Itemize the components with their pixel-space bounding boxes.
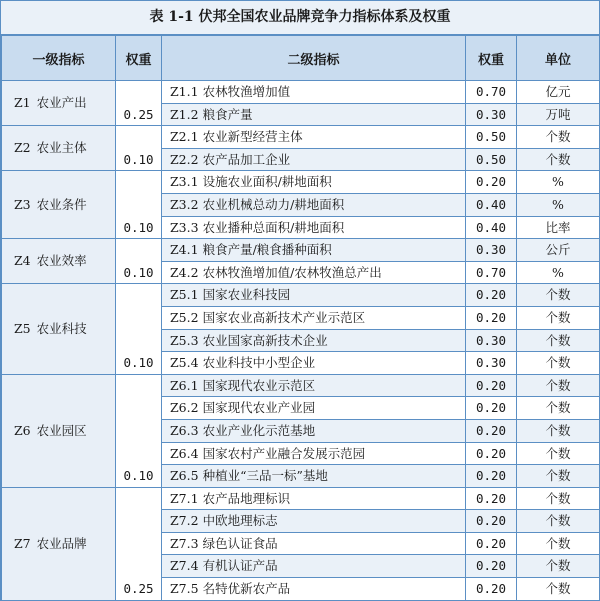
table-row (2, 284, 600, 307)
level2-weight: 0.20 (466, 306, 517, 329)
level1-name: 农业科技 (36, 321, 87, 337)
level1-name: 农业品牌 (36, 535, 87, 551)
unit-cell: 个数 (517, 510, 600, 533)
level1-code: Z5 (14, 321, 31, 337)
table-title: 表 1-1 伏邦全国农业品牌竞争力指标体系及权重 (1, 1, 599, 35)
level2-weight: 0.50 (466, 126, 517, 149)
level2-code: Z6.4 (170, 445, 199, 461)
unit-cell: 万吨 (517, 103, 600, 126)
level2-weight: 0.40 (466, 193, 517, 216)
level2-weight: 0.30 (466, 352, 517, 375)
unit-cell: % (517, 261, 600, 284)
unit-cell: 个数 (517, 284, 600, 307)
level1-name: 农业主体 (36, 140, 87, 156)
table-body (2, 81, 600, 601)
table-row (2, 487, 600, 510)
level2-name: 农业科技中小型企业 (202, 355, 316, 371)
level2-code: Z5.1 (170, 287, 199, 303)
level1-indicator-cell (2, 171, 116, 239)
level2-name: 国家农业高新技术产业示范区 (202, 309, 366, 325)
level2-indicator-cell (162, 148, 466, 171)
level2-indicator-cell (162, 103, 466, 126)
level2-name: 有机认证产品 (202, 558, 278, 574)
unit-cell: 个数 (517, 442, 600, 465)
level2-indicator-cell (162, 193, 466, 216)
unit-cell: 个数 (517, 465, 600, 488)
level2-name: 农产品加工企业 (202, 151, 291, 167)
level2-weight: 0.20 (466, 374, 517, 397)
header-row (2, 36, 600, 81)
level2-weight: 0.20 (466, 397, 517, 420)
level2-weight: 0.20 (466, 419, 517, 442)
level1-weight: 0.25 (116, 487, 162, 600)
level2-weight: 0.20 (466, 284, 517, 307)
unit-cell: 个数 (517, 126, 600, 149)
level2-code: Z6.2 (170, 400, 199, 416)
table-row (2, 374, 600, 397)
level2-name: 农业机械总动力/耕地面积 (202, 196, 345, 212)
level1-indicator-cell (2, 81, 116, 126)
level2-name: 农业产业化示范基地 (202, 422, 316, 438)
level2-weight: 0.20 (466, 487, 517, 510)
level1-weight: 0.10 (116, 171, 162, 239)
level2-indicator-cell (162, 126, 466, 149)
level2-name: 农业新型经营主体 (202, 129, 303, 145)
level2-name: 种植业“三品一标”基地 (202, 468, 328, 484)
level2-code: Z5.4 (170, 355, 199, 371)
level1-code: Z6 (14, 422, 31, 438)
level2-code: Z3.2 (170, 196, 199, 212)
level2-code: Z5.3 (170, 332, 199, 348)
level1-indicator-cell (2, 239, 116, 284)
header-level2: 二级指标 (162, 36, 466, 81)
level1-name: 农业园区 (36, 422, 87, 438)
level2-indicator-cell (162, 510, 466, 533)
level2-indicator-cell (162, 374, 466, 397)
level2-weight: 0.70 (466, 81, 517, 104)
level1-code: Z4 (14, 253, 31, 269)
level2-indicator-cell (162, 352, 466, 375)
level2-name: 国家农村产业融合发展示范园 (202, 445, 366, 461)
level2-code: Z6.3 (170, 422, 199, 438)
level1-weight: 0.10 (116, 284, 162, 374)
level2-code: Z7.3 (170, 535, 199, 551)
level1-code: Z2 (14, 140, 31, 156)
level1-name: 农业条件 (36, 196, 87, 212)
level2-weight: 0.50 (466, 148, 517, 171)
level2-name: 绿色认证食品 (202, 535, 278, 551)
level2-indicator-cell (162, 487, 466, 510)
level2-indicator-cell (162, 419, 466, 442)
level2-weight: 0.20 (466, 510, 517, 533)
level2-indicator-cell (162, 397, 466, 420)
unit-cell: 个数 (517, 352, 600, 375)
unit-cell: 个数 (517, 532, 600, 555)
level2-indicator-cell (162, 532, 466, 555)
level2-code: Z7.4 (170, 558, 199, 574)
level2-code: Z3.3 (170, 219, 199, 235)
level2-name: 粮食产量 (202, 106, 253, 122)
level2-name: 国家现代农业产业园 (202, 400, 316, 416)
level2-name: 农产品地理标识 (202, 490, 291, 506)
level2-indicator-cell (162, 284, 466, 307)
level2-code: Z7.1 (170, 490, 199, 506)
level2-weight: 0.20 (466, 465, 517, 488)
level2-name: 设施农业面积/耕地面积 (202, 174, 332, 190)
unit-cell: % (517, 193, 600, 216)
level1-code: Z3 (14, 196, 31, 212)
level2-indicator-cell (162, 171, 466, 194)
unit-cell: 个数 (517, 329, 600, 352)
level2-name: 国家现代农业示范区 (202, 377, 316, 393)
header-unit: 单位 (517, 36, 600, 81)
level1-name: 农业产出 (36, 95, 87, 111)
level2-weight: 0.20 (466, 171, 517, 194)
level2-indicator-cell (162, 261, 466, 284)
level2-code: Z6.1 (170, 377, 199, 393)
level2-name: 农业播种总面积/耕地面积 (202, 219, 345, 235)
level2-weight: 0.30 (466, 239, 517, 262)
header-weight1: 权重 (116, 36, 162, 81)
level1-weight: 0.10 (116, 374, 162, 487)
level2-weight: 0.30 (466, 329, 517, 352)
level2-indicator-cell (162, 578, 466, 601)
level2-name: 农林牧渔增加值/农林牧渔总产出 (202, 264, 382, 280)
unit-cell: 个数 (517, 306, 600, 329)
level2-indicator-cell (162, 81, 466, 104)
table-row (2, 239, 600, 262)
level2-weight: 0.20 (466, 442, 517, 465)
level2-code: Z7.5 (170, 581, 199, 597)
level2-name: 国家农业科技园 (202, 287, 291, 303)
level2-indicator-cell (162, 329, 466, 352)
level1-weight: 0.10 (116, 126, 162, 171)
level2-code: Z4.2 (170, 264, 199, 280)
unit-cell: 个数 (517, 555, 600, 578)
level2-code: Z4.1 (170, 242, 199, 258)
table-row (2, 126, 600, 149)
level1-indicator-cell (2, 284, 116, 374)
level1-indicator-cell (2, 487, 116, 600)
level2-code: Z1.1 (170, 84, 199, 99)
indicator-table (1, 35, 600, 601)
unit-cell: 个数 (517, 397, 600, 420)
level2-code: Z3.1 (170, 174, 199, 190)
level2-indicator-cell (162, 239, 466, 262)
level1-code: Z1 (14, 95, 31, 111)
level2-name: 粮食产量/粮食播种面积 (202, 242, 332, 258)
level2-name: 中欧地理标志 (202, 513, 278, 529)
level2-weight: 0.30 (466, 103, 517, 126)
unit-cell: 公斤 (517, 239, 600, 262)
level2-code: Z7.2 (170, 513, 199, 529)
unit-cell: 个数 (517, 374, 600, 397)
level2-indicator-cell (162, 306, 466, 329)
unit-cell: 个数 (517, 419, 600, 442)
level2-weight: 0.20 (466, 532, 517, 555)
level1-weight: 0.10 (116, 239, 162, 284)
level1-code: Z7 (14, 535, 31, 551)
level1-indicator-cell (2, 126, 116, 171)
level2-code: Z1.2 (170, 106, 199, 122)
level2-name: 农业国家高新技术企业 (202, 332, 328, 348)
unit-cell: % (517, 171, 600, 194)
table-row (2, 171, 600, 194)
unit-cell: 个数 (517, 578, 600, 601)
level2-code: Z2.1 (170, 129, 199, 145)
level2-weight: 0.20 (466, 578, 517, 601)
unit-cell: 亿元 (517, 81, 600, 104)
unit-cell: 个数 (517, 487, 600, 510)
unit-cell: 比率 (517, 216, 600, 239)
level1-name: 农业效率 (36, 253, 87, 269)
level2-weight: 0.20 (466, 555, 517, 578)
header-weight2: 权重 (466, 36, 517, 81)
level1-weight: 0.25 (116, 81, 162, 126)
table-row (2, 81, 600, 104)
level2-code: Z2.2 (170, 151, 199, 167)
header-level1: 一级指标 (2, 36, 116, 81)
level2-code: Z6.5 (170, 468, 199, 484)
level2-indicator-cell (162, 465, 466, 488)
level1-indicator-cell (2, 374, 116, 487)
level2-weight: 0.70 (466, 261, 517, 284)
level2-code: Z5.2 (170, 309, 199, 325)
level2-indicator-cell (162, 442, 466, 465)
level2-indicator-cell (162, 216, 466, 239)
level2-indicator-cell (162, 555, 466, 578)
level2-weight: 0.40 (466, 216, 517, 239)
level2-name: 农林牧渔增加值 (202, 84, 291, 99)
unit-cell: 个数 (517, 148, 600, 171)
level2-name: 名特优新农产品 (202, 581, 291, 597)
